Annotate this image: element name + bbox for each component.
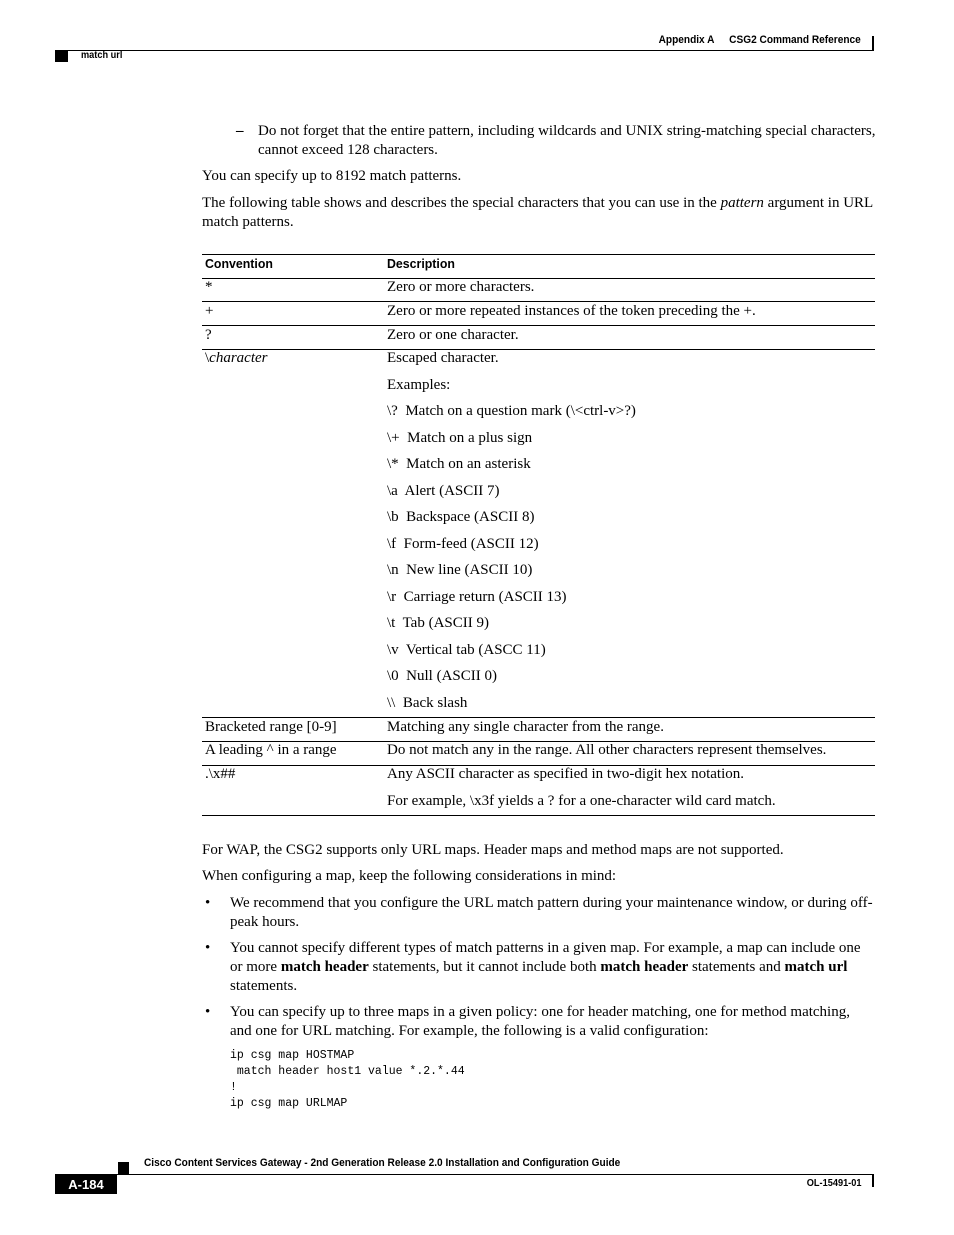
description-line: For example, \x3f yields a ? for a one-character wild card match. (387, 793, 776, 809)
description-cell: Zero or more characters. (387, 279, 535, 295)
description-cell: Zero or more repeated instances of the token preceding the +. (387, 303, 756, 319)
escape-example: \b Backspace (ASCII 8) (387, 509, 535, 525)
bullet-item (205, 894, 875, 932)
convention-cell (205, 349, 268, 368)
footer-rule (55, 1174, 874, 1175)
bullet-text: We recommend that you configure the URL match pattern during your maintenance window, or during off-peak hours. (230, 895, 873, 930)
para-text: The following table shows and describes the special characters that you can use in the (202, 195, 721, 211)
bullet-item (205, 939, 875, 996)
description-cell: Do not match any in the range. All other characters represent themselves. (387, 742, 827, 758)
convention-cell: + (205, 303, 214, 319)
column-header-convention: Convention (205, 256, 273, 271)
bullet-text-run: You cannot specify different types of match patterns in a given map. For example, a map can include one or more (230, 940, 861, 975)
row-rule (202, 349, 875, 350)
escape-example: \t Tab (ASCII 9) (387, 615, 489, 631)
header-chapter (659, 34, 861, 46)
command-keyword: match header (600, 959, 689, 975)
escape-example: \0 Null (ASCII 0) (387, 668, 497, 684)
paragraph-considerations: When configuring a map, keep the following considerations in mind: (202, 868, 617, 884)
dash-marker: – (236, 123, 244, 139)
escape-example: \? Match on a question mark (\<ctrl-v>?) (387, 403, 636, 419)
header-marker (55, 51, 68, 62)
dash-list-item (236, 122, 876, 160)
escape-example: \r Carriage return (ASCII 13) (387, 589, 567, 605)
paragraph-match-limit: You can specify up to 8192 match patterns. (202, 168, 462, 184)
header-appendix: Appendix A (658, 34, 715, 46)
table-bottom-rule (202, 815, 875, 816)
paragraph-table-intro (202, 194, 874, 232)
footer-book-title: Cisco Content Services Gateway - 2nd Generation Release 2.0 Installation and Configuration Guide (144, 1157, 621, 1169)
header-rule (202, 278, 875, 279)
bullet-text (230, 939, 875, 996)
convention-cell: Bracketed range [0-9] (205, 719, 337, 735)
config-code-block: ip csg map HOSTMAP match header host1 value *.2.*.44 ! ip csg map URLMAP (230, 1049, 465, 1110)
command-keyword: match url (784, 959, 848, 975)
row-rule (202, 325, 875, 326)
escape-example: \n New line (ASCII 10) (387, 562, 533, 578)
convention-cell: * (205, 279, 213, 295)
bullet-text-run: statements. (230, 978, 298, 994)
convention-cell: ? (205, 327, 212, 343)
header-vertical-bar (872, 36, 874, 50)
para-text: argument in URL match patterns. (202, 195, 873, 230)
footer-marker (118, 1162, 129, 1174)
description-line: Any ASCII character as specified in two-digit hex notation. (387, 766, 744, 782)
bullet-item (205, 1003, 875, 1041)
header-running-title: match url (81, 50, 123, 61)
description-cell: Matching any single character from the range. (387, 719, 664, 735)
header-section: CSG2 Command Reference (729, 34, 861, 46)
footer-vertical-bar (872, 1175, 874, 1187)
bullet-marker: • (205, 895, 211, 911)
convention-cell: .\x## (205, 766, 236, 782)
escape-example: \f Form-feed (ASCII 12) (387, 536, 539, 552)
description-line: Escaped character. (387, 350, 499, 366)
escape-example: \v Vertical tab (ASCC 11) (387, 642, 546, 658)
bullet-marker: • (205, 1004, 211, 1020)
escape-term: character (209, 350, 268, 366)
table-top-rule (202, 254, 875, 255)
convention-cell: A leading ^ in a range (205, 742, 337, 758)
description-cell: Zero or one character. (387, 327, 519, 343)
bullet-text-run: statements and (688, 959, 785, 975)
bullet-text: You can specify up to three maps in a given policy: one for header matching, one for method matching, and one for URL matching. For example, the following is a valid configuration: (230, 1004, 850, 1039)
bullet-text-run: statements, but it cannot include both (368, 959, 601, 975)
bullet-marker: • (205, 940, 211, 956)
escape-prefix: \ (205, 350, 210, 366)
description-line: Examples: (387, 377, 451, 393)
escape-example: \a Alert (ASCII 7) (387, 483, 500, 499)
document-number: OL-15491-01 (806, 1178, 861, 1189)
escape-example: \+ Match on a plus sign (387, 430, 533, 446)
header-rule (55, 50, 874, 51)
escape-example: \\ Back slash (387, 695, 468, 711)
command-keyword: match header (280, 959, 369, 975)
paragraph-wap: For WAP, the CSG2 supports only URL maps. Header maps and method maps are not supported. (202, 842, 784, 858)
column-header-description: Description (387, 256, 455, 271)
escape-example: \* Match on an asterisk (387, 456, 531, 472)
page-number: A-184 (55, 1175, 117, 1194)
pattern-term: pattern (720, 195, 764, 211)
dash-item-text: Do not forget that the entire pattern, including wildcards and UNIX string-matching special characters, cannot exceed 128 characters. (258, 123, 876, 158)
